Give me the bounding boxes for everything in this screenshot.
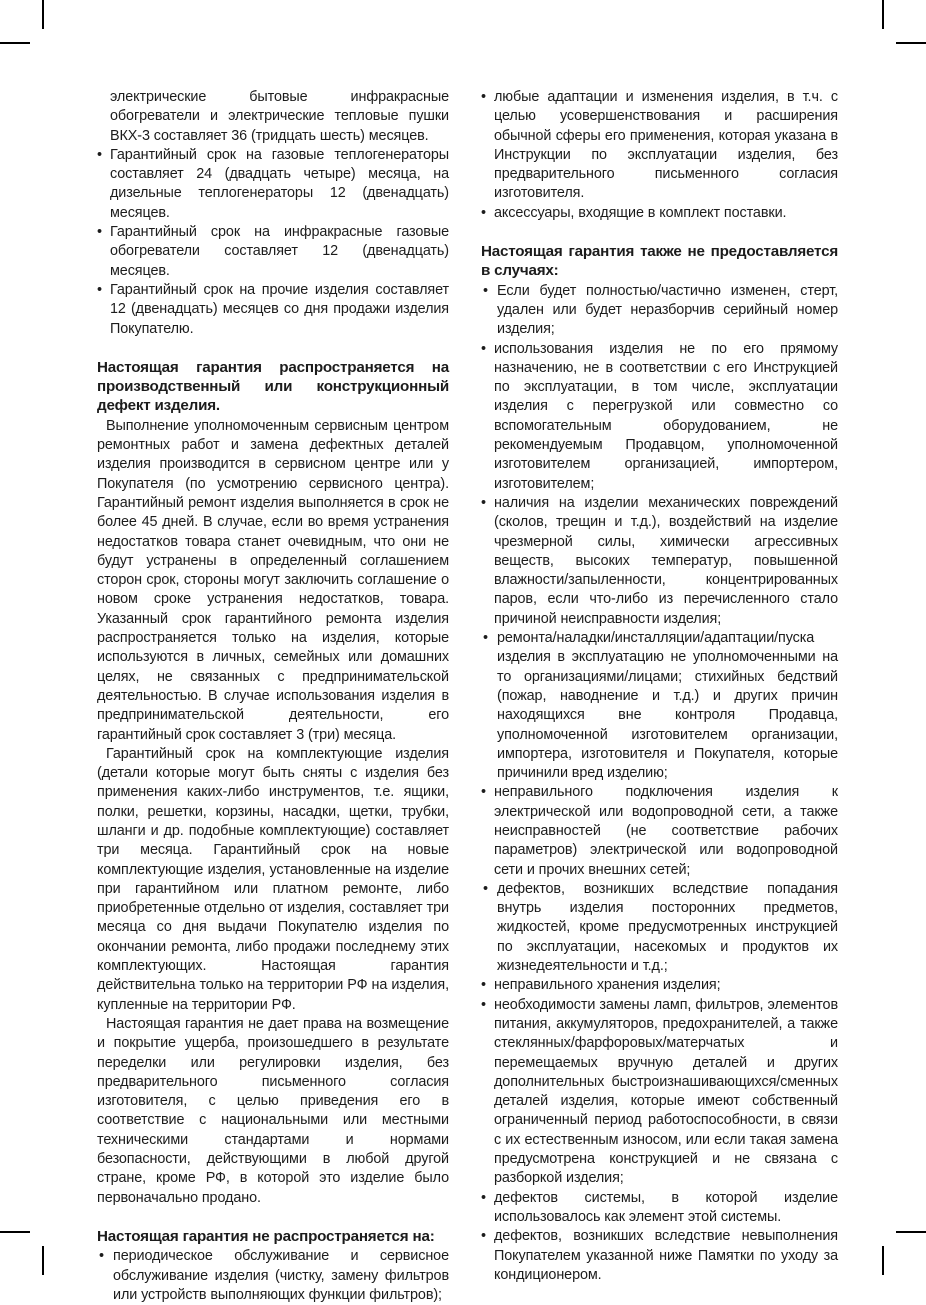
list-item: • дефектов, возникших вследствие невыполнения Покупателем указанной ниже Памятки по уходу за кондиционером.: [481, 1227, 838, 1285]
list-item: • любые адаптации и изменения изделия, в т.ч. с целью усовершенствования и расширения обычной сферы его применения, которая указана в Инструкции по эксплуатации изделия, без предварительного письменного согласия изготовителя.: [481, 88, 838, 204]
list-item: • Гарантийный срок на газовые теплогенераторы составляет 24 (двадцать четыре) месяца, на дизельные теплогенераторы 12 (двенадцать) месяцев.: [97, 146, 449, 223]
list-item: • дефектов, возникших вследствие попадания внутрь изделия посторонних предметов, жидкостей, кроме предусмотренных инструкцией по эксплуатации, насекомых и продуктов их жизнедеятельности и т.д.;: [481, 880, 838, 976]
list-item: • аксессуары, входящие в комплект поставки.: [481, 204, 838, 223]
section-heading-not-covered: Настоящая гарантия не распространяется на:: [97, 1227, 435, 1245]
list-item-continuation: электрические бытовые инфракрасные обогреватели и электрические тепловые пушки ВКХ-3 составляет 36 (тридцать шесть) месяцев.: [110, 89, 449, 144]
crop-mark-bottom-left-vertical: [42, 1246, 44, 1275]
paragraph: Настоящая гарантия не дает права на возмещение и покрытие ущерба, произошедшего в результате переделки или регулировки изделия, без предварительного письменного согласия изготовителя, с целью приведения его в соответствие с национальными или местными техническими стандартами и нормами безопасности, действующими в любой другой стране, кроме РФ, в которой это изделие было первоначально продано.: [97, 1015, 449, 1206]
bullet-list: [481, 88, 838, 223]
list-item: • неправильного подключения изделия к электрической или водопроводной сети, а также неисправностей (не соответствие рабочих параметров) электрической или водопроводной сети и прочих внешних сетей;: [481, 783, 838, 879]
list-item: • наличия на изделии механических повреждений (сколов, трещин и т.д.), воздействий на изделие чрезмерной силы, химически агрессивных веществ, высоких температур, повышенной влажности/запыленности, концентрированных паров, если что-либо из перечисленного стало причиной неисправности изделия;: [481, 494, 838, 629]
warranty-terms-list: [97, 88, 449, 339]
list-item: • ремонта/наладки/инсталляции/адаптации/пуска изделия в эксплуатацию не уполномоченными на то организациями/лицами; стихийных бедствий (пожар, наводнение и т.д.) и других причин находящихся вне контроля Продавца, уполномоченной изготовителем организации, импортера, изготовителя и Покупателя, которые причинили вред изделию;: [481, 629, 838, 783]
section-heading-not-provided: Настоящая гарантия также не предоставляется в случаях:: [481, 243, 838, 280]
paragraph: Выполнение уполномоченным сервисным центром ремонтных работ и замена дефектных деталей изделия производится в сервисном центре или у Покупателя (по усмотрению сервисного центра). Гарантийный ремонт изделия выполняется в срок не более 45 дней. В случае, если во время устранения недостатков товара станет очевидным, что они не будут устранены в определенный соглашением сторон срок, стороны могут заключить соглашение о новом сроке устранения недостатков, товара. Указанный срок гарантийного ремонта изделия распространяется только на изделия, которые используются в личных, семейных или домашних целях, не связанных с предпринимательской деятельностью. В случае использования изделия в предпринимательской деятельности, его гарантийный срок составляет 3 (три) месяца.: [97, 417, 449, 743]
list-item: • использования изделия не по его прямому назначению, не в соответствии с его Инструкцией по эксплуатации, в том числе, эксплуатации изделия с перегрузкой или совместно со вспомогательным оборудованием, не рекомендуемым Продавцом, уполномоченной изготовителем организацией, импортером, изготовителем;: [481, 340, 838, 494]
left-column: [97, 88, 449, 1305]
right-column: [481, 88, 838, 1285]
section-heading-warranty-scope: Настоящая гарантия распространяется на производственный или конструкционный дефект изделия.: [97, 358, 449, 415]
bullet-list: [481, 282, 838, 1285]
crop-mark-bottom-right-vertical: [882, 1246, 884, 1275]
list-item: • дефектов системы, в которой изделие использовалось как элемент этой системы.: [481, 1189, 838, 1228]
crop-mark-top-right-horizontal: [896, 42, 926, 44]
crop-mark-top-right-vertical: [882, 0, 884, 29]
bullet-list: [97, 1247, 449, 1305]
crop-mark-top-left-vertical: [42, 0, 44, 29]
crop-mark-top-left-horizontal: [0, 42, 30, 44]
list-item: • Если будет полностью/частично изменен, стерт, удален или будет неразборчив серийный номер изделия;: [481, 282, 838, 340]
paragraph: Гарантийный срок на комплектующие изделия (детали которые могут быть сняты с изделия без применения каких-либо инструментов, т.е. ящики, полки, решетки, корзины, насадки, щетки, трубки, шланги и др. подобные комплектующие) составляет три месяца. Гарантийный срок на новые комплектующие изделия, установленные на изделие при гарантийном или платном ремонте, либо приобретенные отдельно от изделия, составляет три месяца со дня выдачи Покупателю изделия по окончании ремонта, либо продажи последнему этих комплектующих. Настоящая гарантия действительна только на территории РФ на изделия, купленные на территории РФ.: [97, 745, 449, 1013]
list-item: • Гарантийный срок на инфракрасные газовые обогреватели составляет 12 (двенадцать) месяцев.: [97, 223, 449, 281]
bullet-list: [97, 146, 449, 339]
list-item: • неправильного хранения изделия;: [481, 976, 838, 995]
crop-mark-bottom-right-horizontal: [896, 1231, 926, 1233]
list-item: • периодическое обслуживание и сервисное обслуживание изделия (чистку, замену фильтров или устройств выполняющих функции фильтров);: [97, 1247, 449, 1305]
list-item: • Гарантийный срок на прочие изделия составляет 12 (двенадцать) месяцев со дня продажи изделия Покупателю.: [97, 281, 449, 339]
crop-mark-bottom-left-horizontal: [0, 1231, 30, 1233]
list-item: • необходимости замены ламп, фильтров, элементов питания, аккумуляторов, предохранителей, а также стеклянных/фарфоровых/матерчатых и перемещаемых вручную деталей и других дополнительных быстроизнашивающихся/сменных деталей изделия, которые имеют собственный ограниченный период работоспособности, в связи с их естественным износом, или если такая замена предусмотрена конструкцией и не связана с разборкой изделия;: [481, 996, 838, 1189]
